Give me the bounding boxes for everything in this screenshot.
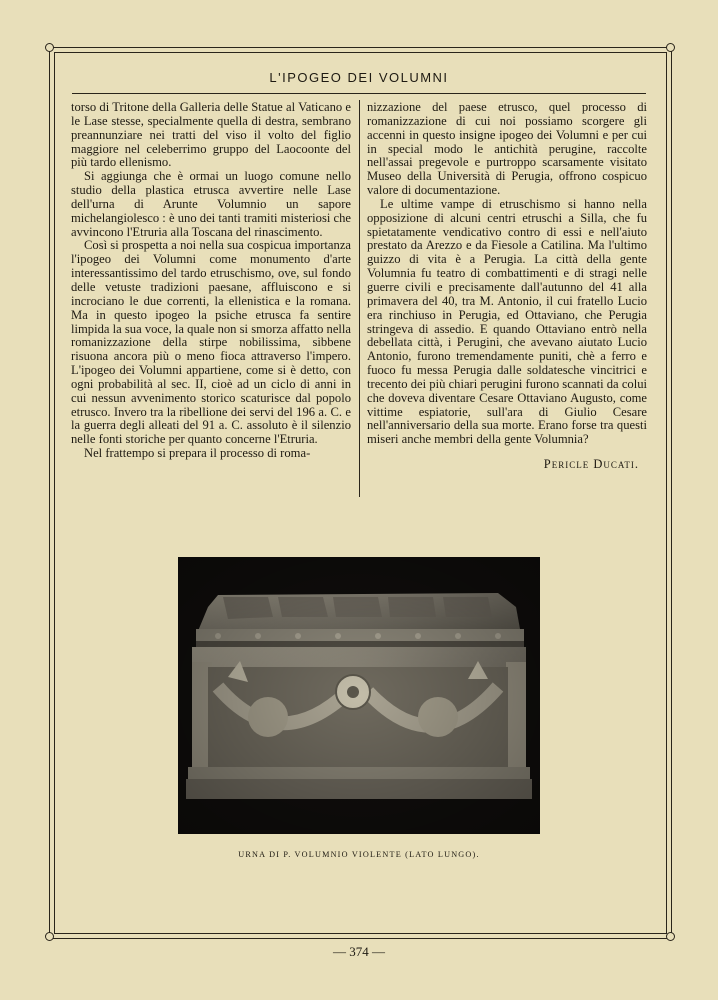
- paragraph: Così si prospetta a noi nella sua cospicua importanza l'ipogeo dei Volumni come monumento d'arte interessantissimo del tardo etruschismo, ove, sul fondo delle vetuste tradizioni paesane, affluiscono e si incrociano le due correnti, la ellenistica e la romana. Ma in questo ipogeo la psiche etrusca fa sentire limpida la sua voce, la quale non si smorza affatto nella romanizzazione della stirpe nobilissima, sibbene risuona ancora più o meno fioca attraverso l'impero. L'ipogeo dei Volumni appartiene, come si è detto, con ogni probabilità al sec. II, cioè ad un ciclo di anni in cui nessun avvenimento storico scaturisce dal popolo etrusco. Invero tra la ribellione dei servi del 196 a. C. e la guerra degli alleati del 91 a. C. assoluto è il silenzio nelle fonti storiche per quanto concerne l'Etruria.: [71, 238, 351, 447]
- corner-ornament-icon: [666, 43, 675, 52]
- header-rule: [72, 93, 646, 94]
- text-column-left: [71, 101, 351, 461]
- paragraph: nizzazione del paese etrusco, quel processo di romanizzazione di cui noi possiamo scorgere gli accenni in questo insigne ipogeo dei Volumni e per cui in special modo le antichità perugine, raccolte nell'assai pregevole e purtroppo scarsamente visitato Museo della Università di Perugia, offrono cospicuo valore di documentazione.: [367, 100, 647, 198]
- column-divider: [359, 100, 360, 497]
- urn-relief-image: [178, 557, 540, 834]
- corner-ornament-icon: [666, 932, 675, 941]
- urn-photograph: [178, 557, 540, 834]
- paragraph: Le ultime vampe di etruschismo si hanno nella opposizione di alcuni centri etruschi a Silla, che fu spietatamente vendicativo contro di essi e nell'aiuto prestato da Arezzo e da Fiesole a Catilina. Ma l'ultimo guizzo di vita è a Perugia. La città della gente Volumnia fu teatro di combattimenti e di stragi nelle guerre civili e precisamente dall'autunno del 41 alla primavera del 40, tra M. Antonio, il cui fratello Lucio era rinchiuso in Perugia, ed Ottaviano, che Perugia stringeva di assedio. E quando Ottaviano entrò nella debellata città, i Perugini, che avevano aiutato Lucio Antonio, furono tremendamente puniti, chè a ferro e fuoco fu messa Perugia dalle soldatesche vincitrici e trecento dei più chiari perugini furono scannati da colui che doveva diventare Cesare Ottaviano Augusto, come vittime espiatorie, sull'ara di Giulio Cesare nell'anniversario della sua morte. Erano forse tra questi miseri anche membri della gente Volumnia?: [367, 196, 647, 447]
- author-signature: Pericle Ducati.: [543, 457, 639, 472]
- figure-caption: URNA DI P. VOLUMNIO VIOLENTE (LATO LUNGO).: [238, 850, 480, 859]
- paragraph: torso di Tritone della Galleria delle Statue al Vaticano e le Lase stesse, specialmente quella di destra, sembrano preannunziare nei tratti del viso il volto del figlio maggiore nel celeberrimo gruppo del Laocoonte del più tardo ellenismo.: [71, 100, 351, 170]
- page-number: — 374 —: [333, 944, 385, 959]
- text-column-right: [367, 101, 647, 472]
- paragraph: Si aggiunga che è ormai un luogo comune nello studio della plastica etrusca avvertire nelle Lase dell'urna di Arunte Volumnio un sapore michelangiolesco : è uno dei tanti tramiti misteriosi che avvincono l'Etruria alla Toscana del rinascimento.: [71, 169, 351, 239]
- paragraph: Nel frattempo si prepara il processo di roma-: [84, 446, 311, 461]
- corner-ornament-icon: [45, 932, 54, 941]
- running-header: L'IPOGEO DEI VOLUMNI: [269, 70, 449, 85]
- corner-ornament-icon: [45, 43, 54, 52]
